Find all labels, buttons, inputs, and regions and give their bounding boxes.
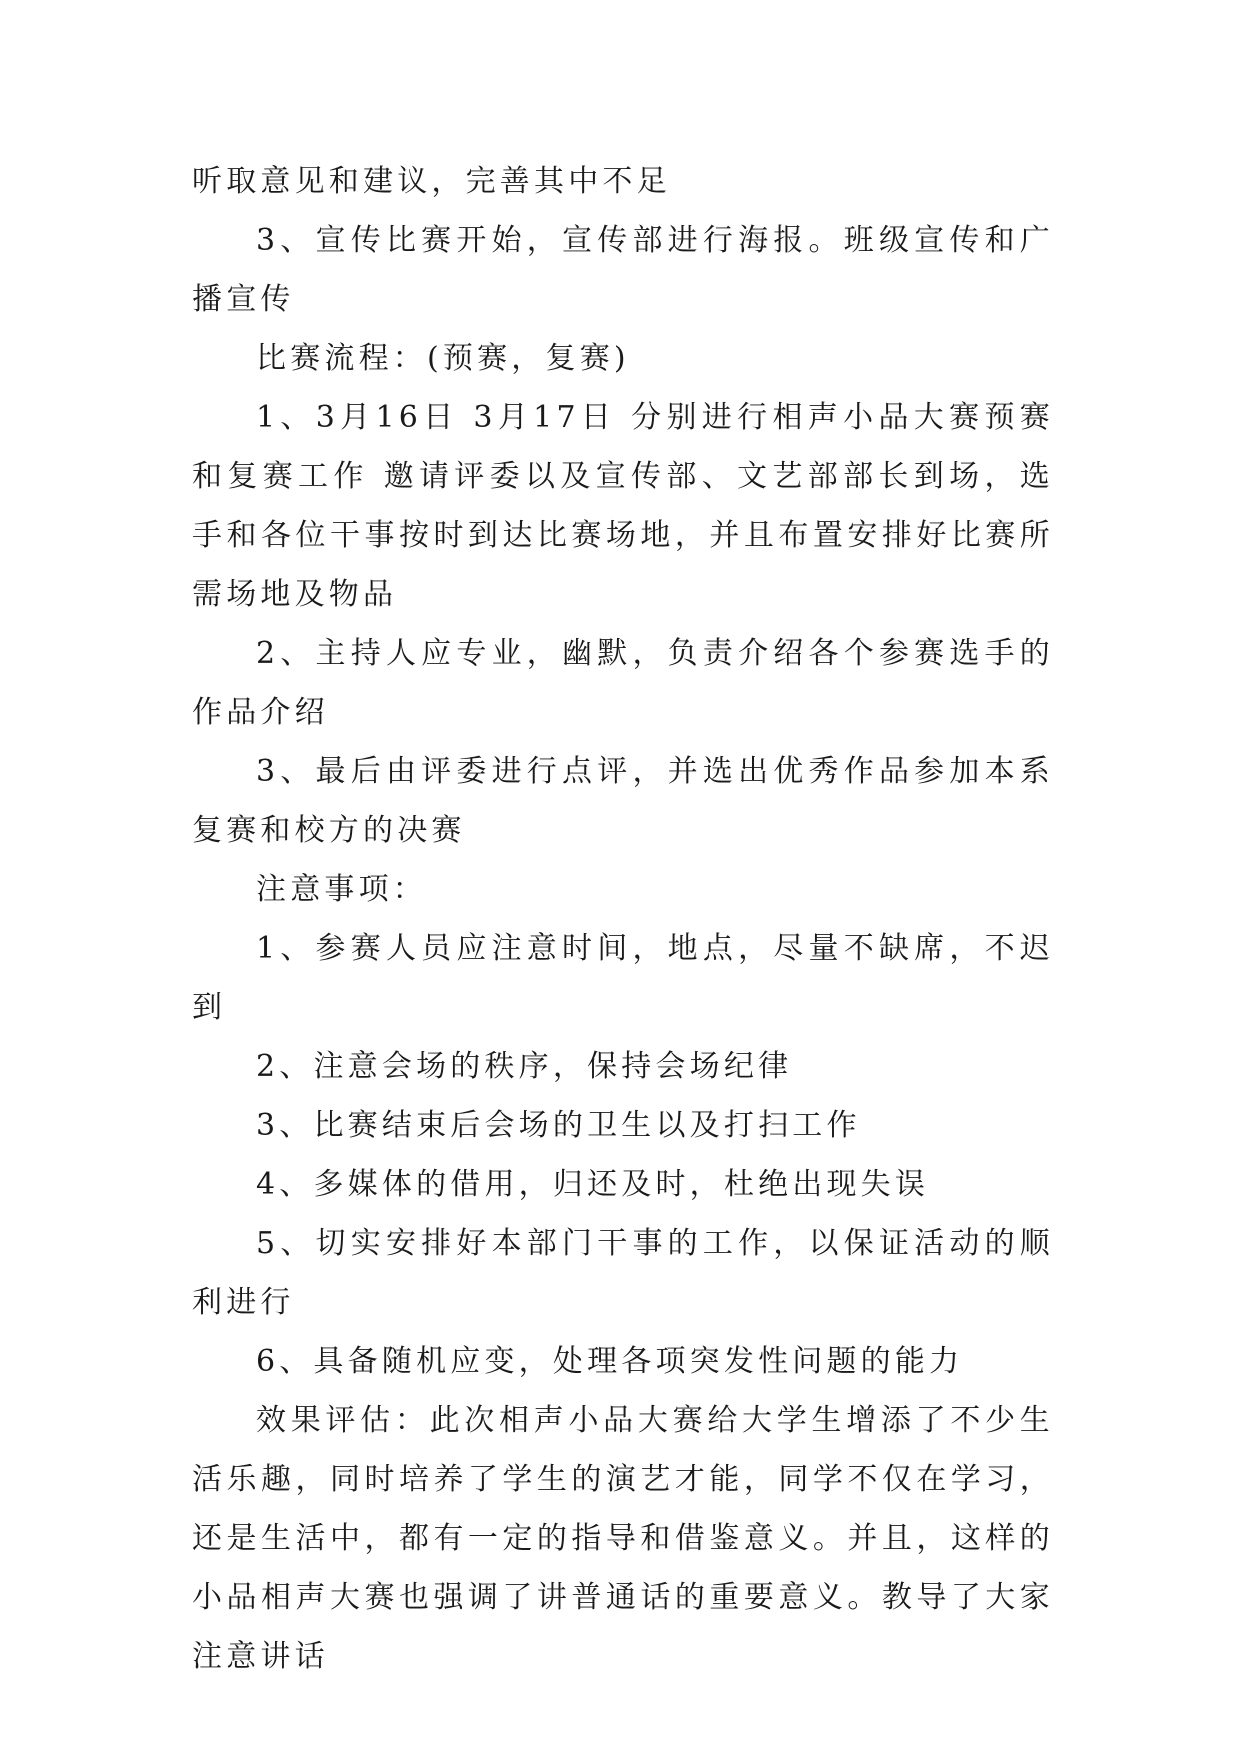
paragraph-note-6: 6、具备随机应变，处理各项突发性问题的能力 <box>256 1344 964 1379</box>
paragraph-note-1: 1、参赛人员应注意时间，地点，尽量不缺席，不迟到 <box>192 931 1054 1025</box>
heading-notes: 注意事项： <box>256 872 427 907</box>
heading-competition-process: 比赛流程：(预赛，复赛) <box>256 341 630 376</box>
document-body <box>192 152 1054 1686</box>
paragraph-process-step-1: 1、3月16日 3月17日 分别进行相声小品大赛预赛和复赛工作 邀请评委以及宣传部、文艺部部长到场，选手和各位干事按时到达比赛场地，并且布置安排好比赛所需场地及物品 <box>192 400 1054 612</box>
paragraph-note-3: 3、比赛结束后会场的卫生以及打扫工作 <box>256 1108 861 1143</box>
paragraph-evaluation: 效果评估：此次相声小品大赛给大学生增添了不少生活乐趣，同时培养了学生的演艺才能，同学不仅在学习，还是生活中，都有一定的指导和借鉴意义。并且，这样的小品相声大赛也强调了讲普通话的重要意义。教导了大家注意讲话 <box>192 1403 1054 1674</box>
paragraph-continuation: 听取意见和建议，完善其中不足 <box>192 164 671 199</box>
paragraph-publicity-step-3: 3、宣传比赛开始，宣传部进行海报。班级宣传和广播宣传 <box>192 223 1054 317</box>
paragraph-note-2: 2、注意会场的秩序，保持会场纪律 <box>256 1049 793 1084</box>
paragraph-process-step-3: 3、最后由评委进行点评，并选出优秀作品参加本系复赛和校方的决赛 <box>192 754 1054 848</box>
paragraph-note-5: 5、切实安排好本部门干事的工作，以保证活动的顺利进行 <box>192 1226 1054 1320</box>
paragraph-process-step-2: 2、主持人应专业，幽默，负责介绍各个参赛选手的作品介绍 <box>192 636 1054 730</box>
paragraph-note-4: 4、多媒体的借用，归还及时，杜绝出现失误 <box>256 1167 930 1202</box>
